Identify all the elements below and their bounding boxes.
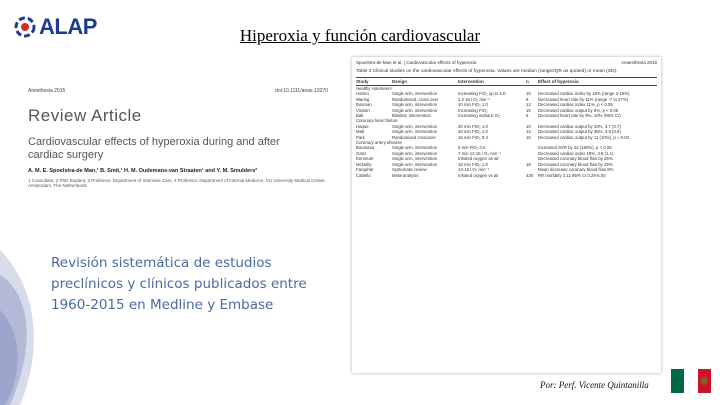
table-cell: Park <box>356 134 365 140</box>
table-cell: Mean decrease coronary blood flow 8% <box>538 167 614 173</box>
flag-stripe-white <box>684 369 697 393</box>
table-cell: Systematic review <box>392 167 427 173</box>
table-cell: Single arm, intervention <box>392 129 438 135</box>
table-cell: Kenmure <box>356 156 374 162</box>
table-cell: 12 <box>526 129 531 135</box>
table-cell: Decreased cardiac index by 18% (range 3-19%) <box>538 91 630 97</box>
table-cell: Bosman <box>356 102 372 108</box>
table-cell: 14-15 l O₂ min⁻¹ <box>458 167 490 173</box>
table-cell: 7 min 12-15 l O₂ min⁻¹ <box>458 150 501 156</box>
table-cell: Increasing FiO₂ up to 1.0 <box>458 91 506 97</box>
paper-authors: A. M. E. Spoelstra-de Man,¹ B. Smit,¹ H. M. Oudemans-van Straaten¹ and Y. M. Smulders² <box>28 168 258 174</box>
table-cell: Decreased cardiac output by 35%, 3.8 (0.8) <box>538 129 621 135</box>
table-cell: Single arm, intervention <box>392 107 438 113</box>
alap-logo <box>14 14 97 40</box>
author-credit: Por: Perf. Vicente Quintanilla <box>540 380 649 390</box>
table-cell: Increasing isobaric O₂ <box>458 113 501 119</box>
table-cell: 430 <box>526 172 534 178</box>
table-cell: Decreased coronary blood flow by 29% <box>538 161 613 167</box>
paper-doi: doi:10.1111/anae.13270 <box>275 88 328 94</box>
mexico-flag <box>671 369 711 393</box>
table-row <box>356 173 657 178</box>
table-cell: Farquhar <box>356 167 374 173</box>
table-cell: Ganz <box>356 150 367 156</box>
table-cell: 20 min FiO₂ 1.0 <box>458 129 488 135</box>
column-header: Intervention <box>458 79 484 84</box>
table-cell: Bourassa <box>356 145 375 151</box>
table-cell: Decreased cardiac output by 8%, p < 0.05 <box>538 107 619 113</box>
column-header: Effect of hyperoxia <box>538 79 579 84</box>
table-cell: Blinded, intervention <box>392 113 431 119</box>
table-cell: Harten <box>356 91 369 97</box>
table-cell: Increased SVR by 22 (160%), p < 0.05 <box>538 145 612 151</box>
table-cell: 10 min FiO₂ 1.0 <box>458 102 488 108</box>
table-cell: 20 min FiO₂ 1.0 <box>458 123 488 129</box>
table-caption: Table 2 Clinical studies on the cardiovascular effects of hyperoxia. Values are median (range/IQR as quoted) or mean (SD). <box>356 69 618 74</box>
table-cell: Decreased cardiac index 11%, p < 0.05 <box>538 102 613 108</box>
table-cell: Coronary artery disease <box>356 140 402 146</box>
table-cell: 6 <box>526 113 529 119</box>
table-cell: Decreased coronary blood flow by 26% <box>538 156 613 162</box>
flag-stripe-green <box>671 369 684 393</box>
table-cell: 6 min FiO₂ 0.5 <box>458 145 486 151</box>
table-cell: Healthy volunteers <box>356 86 392 91</box>
table-cell: Coronary heart failure <box>356 118 398 124</box>
table-cell: Increasing FiO₂ <box>458 107 488 113</box>
table-cell: RR mortality 2.11 95% CI 0.29-5.00 <box>538 172 606 178</box>
table-cell: Single arm, intervention <box>392 123 438 129</box>
table-cell: Decreased cardiac output by 10%, 3.7 (0.7) <box>538 123 621 129</box>
table-header-left: Spoelstra-de Man et al. | Cardiovascular effects of hyperoxia <box>356 60 477 65</box>
paper-journal: Anesthesia 2015 <box>28 88 66 94</box>
table-cell: Inhaled oxygen as air <box>458 156 499 162</box>
table-cell: Single arm, intervention <box>392 156 438 162</box>
logo-icon <box>14 16 36 38</box>
paper-affiliation: 1 Consultant, 2 PhD Student, 3 Professor, Department of Intensive Care, 4 Professor, Department of Internal Medicine, VU University Medical Center, Amsterdam, The Netherlands <box>28 178 326 188</box>
table-cell: Decreased heart rate by 9%, 10% (95% CI) <box>538 113 621 119</box>
table-cell: Randomised, cross over <box>392 96 439 102</box>
table-cell: 15 <box>526 134 531 140</box>
table-cell: Decreased cardiac index 18%, 3.8 (1.1) <box>538 150 614 156</box>
table-cell: 18 <box>526 161 531 167</box>
column-header: n <box>526 79 529 84</box>
table-cell: 8 <box>526 96 529 102</box>
table-cell: Single arm, intervention <box>392 91 438 97</box>
logo-text: ALAP <box>39 14 97 39</box>
table-cell: 10 <box>526 123 531 129</box>
table-cell: Mak <box>356 129 365 135</box>
table-cell: 15 <box>526 91 531 97</box>
table-cell: Cabello <box>356 172 371 178</box>
table-cell: Single arm, intervention <box>392 161 438 167</box>
table-cell: Randomised crossover <box>392 134 436 140</box>
table-cell: Decreased cardiac output by 11 (10%), p = 0.03 <box>538 134 630 140</box>
table-cell: 12 <box>526 102 531 108</box>
table-body <box>356 86 657 178</box>
slide-title: Hiperoxia y función cardiovascular <box>239 26 481 45</box>
table-cell: 1 h 15 l O₂ min⁻¹ <box>458 96 491 102</box>
paper-title: Cardiovascular effects of hyperoxia during and after cardiac surgery <box>28 136 280 161</box>
table-cell: Single arm, intervention <box>392 145 438 151</box>
paper-type: Review Article <box>28 106 142 125</box>
table-cell: Single arm, intervention <box>392 150 438 156</box>
summary-text: Revisión sistemática de estudios preclínicos y clínicos publicados entre 1960-2015 en Medline y Embase <box>51 255 307 313</box>
table-header-right: Anaesthesia 2015 <box>620 60 657 65</box>
table-cell: Meta-analysis <box>392 172 419 178</box>
paper-excerpt <box>28 88 328 213</box>
table-cell: Bak <box>356 113 364 119</box>
table-cell: Decreased heart rate by 11% (range -7 to 27%) <box>538 96 629 102</box>
table-cell: 15 min FiO₂ 1.0 <box>458 161 488 167</box>
table-cell: 10 <box>526 107 531 113</box>
table-cell: Haque <box>356 123 369 129</box>
table-column-headers <box>356 77 657 86</box>
column-header: Study <box>356 79 369 84</box>
table-cell: 15 min FiO₂ 0.4 <box>458 134 488 140</box>
column-header: Design <box>392 79 408 84</box>
table-cell: McNulty <box>356 161 372 167</box>
table-cell: Visintin <box>356 107 370 113</box>
table-cell: Waring <box>356 96 370 102</box>
table-cell: Single arm, intervention <box>392 102 438 108</box>
clinical-studies-table <box>352 57 661 373</box>
table-cell: Inhaled oxygen vs air <box>458 172 499 178</box>
